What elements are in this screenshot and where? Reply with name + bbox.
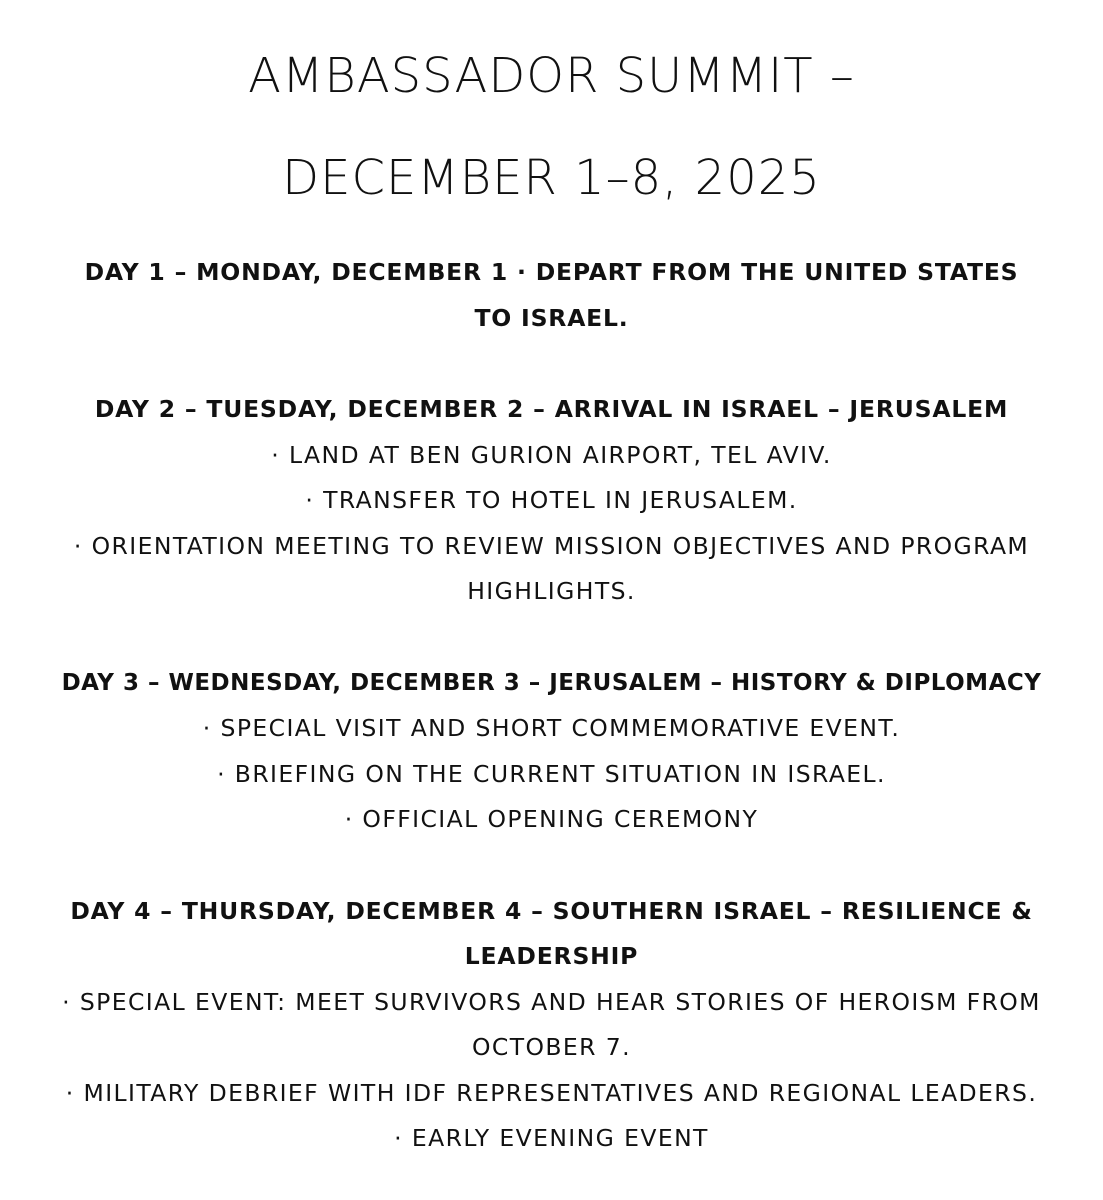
day-2-item-2: · TRANSFER TO HOTEL IN JERUSALEM.	[305, 486, 798, 514]
page-title	[30, 0, 1073, 216]
day-4-item-1: · SPECIAL EVENT: MEET SURVIVORS AND HEAR STORIES OF HEROISM FROM OCTOBER 7.	[62, 987, 1041, 1061]
day-1-heading: DAY 1 – MONDAY, DECEMBER 1 · DEPART FROM THE UNITED STATES TO ISRAEL.	[84, 258, 1019, 332]
day-3-item-2: · BRIEFING ON THE CURRENT SITUATION IN ISRAEL.	[217, 759, 886, 788]
day-4-item-3: · EARLY EVENING EVENT	[394, 1124, 709, 1152]
day-3-item-1: · SPECIAL VISIT AND SHORT COMMEMORATIVE EVENT.	[202, 714, 901, 742]
day-2-item-3: · ORIENTATION MEETING TO REVIEW MISSION OBJECTIVES AND PROGRAM HIGHLIGHTS.	[73, 531, 1030, 605]
day-2-item-1: · LAND AT BEN GURION AIRPORT, TEL AVIV.	[271, 440, 832, 469]
day-1-section	[30, 250, 1073, 341]
day-4-item-2: · MILITARY DEBRIEF WITH IDF REPRESENTATIVES AND REGIONAL LEADERS.	[65, 1078, 1038, 1107]
title-line-1: AMBASSADOR SUMMIT –	[248, 48, 855, 104]
day-3-heading: DAY 3 – WEDNESDAY, DECEMBER 3 – JERUSALEM – HISTORY & DIPLOMACY	[61, 669, 1042, 696]
day-4-section	[30, 889, 1073, 1162]
day-2-section	[30, 387, 1073, 615]
day-2-heading: DAY 2 – TUESDAY, DECEMBER 2 – ARRIVAL IN ISRAEL – JERUSALEM	[94, 395, 1009, 423]
title-line-2: DECEMBER 1–8, 2025	[282, 150, 821, 206]
schedule	[30, 250, 1073, 1162]
day-4-heading: DAY 4 – THURSDAY, DECEMBER 4 – SOUTHERN ISRAEL – RESILIENCE & LEADERSHIP	[70, 896, 1033, 970]
day-3-item-3: · OFFICIAL OPENING CEREMONY	[344, 805, 759, 833]
day-3-section	[30, 661, 1073, 843]
